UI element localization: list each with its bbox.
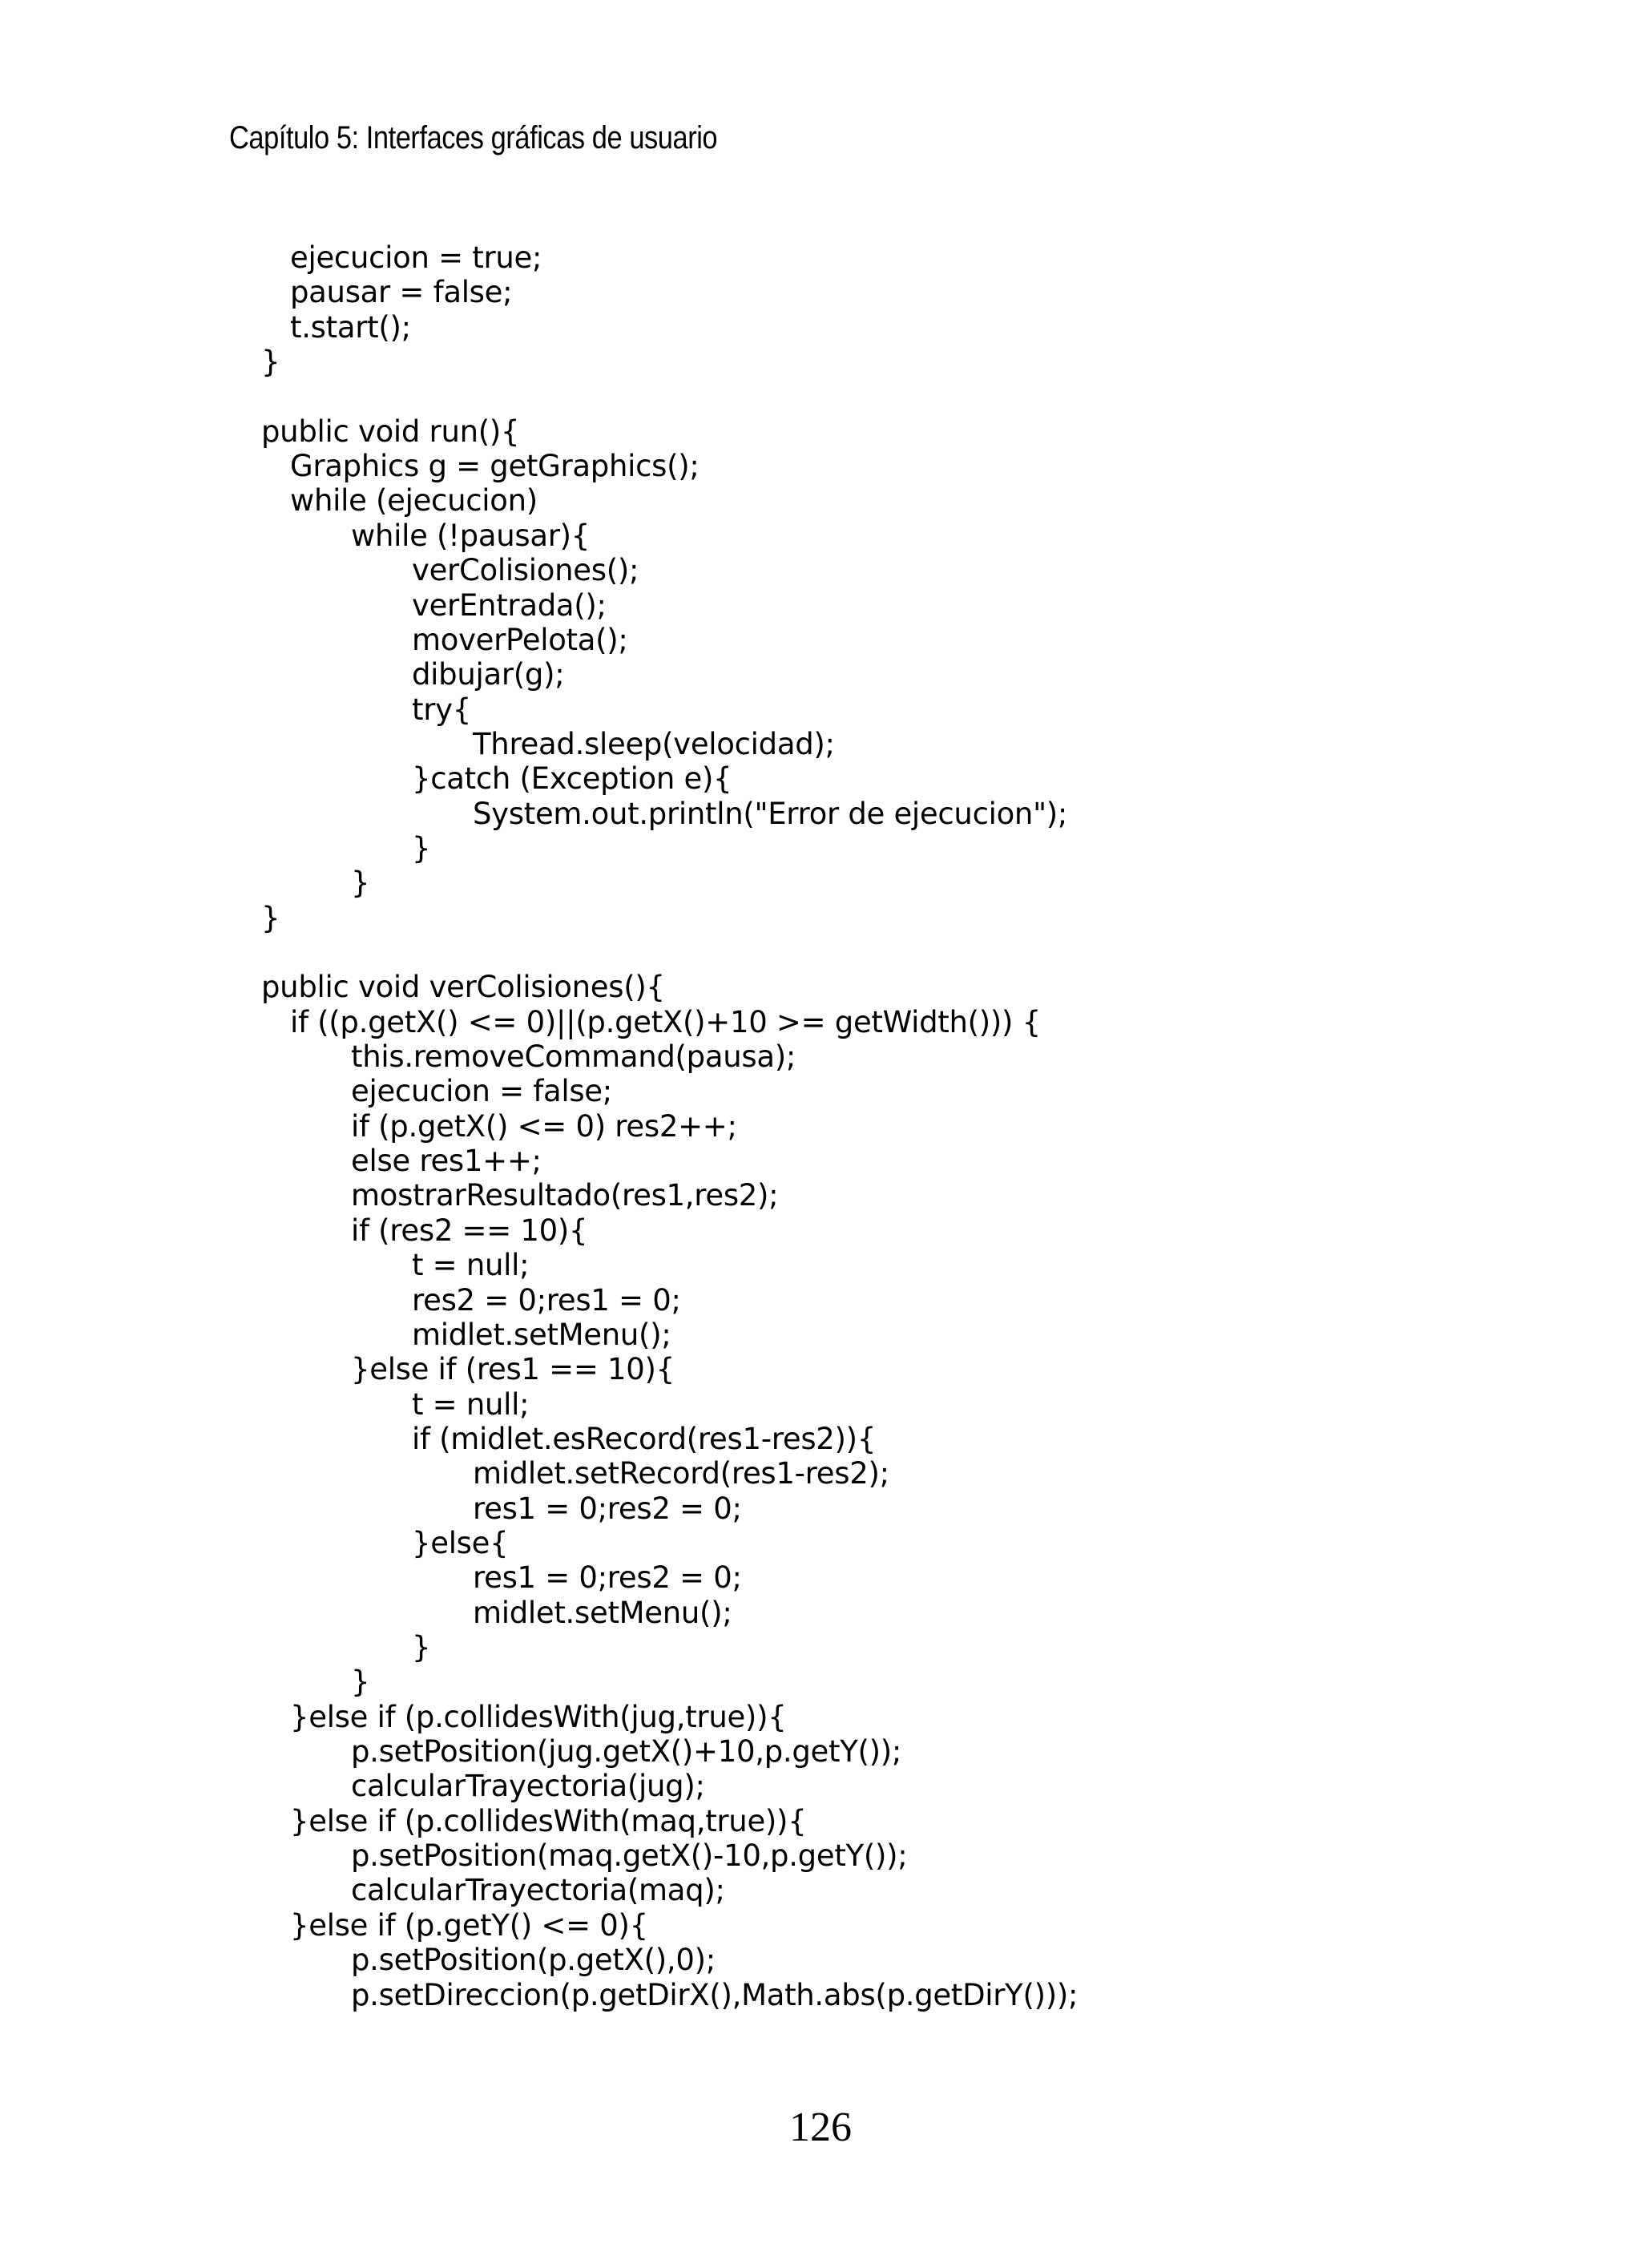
code-line: Graphics g = getGraphics(); [290, 449, 700, 484]
code-line: public void run(){ [261, 414, 520, 449]
code-line: System.out.println("Error de ejecucion"); [473, 796, 1068, 831]
code-line: p.setPosition(p.getX(),0); [351, 1943, 716, 1978]
code-line: mostrarResultado(res1,res2); [351, 1178, 779, 1213]
code-line: if (midlet.esRecord(res1-res2)){ [412, 1421, 877, 1456]
code-line: ejecucion = true; [290, 240, 542, 275]
code-line: ejecucion = false; [351, 1074, 612, 1109]
code-line: midlet.setRecord(res1-res2); [473, 1456, 889, 1491]
code-line: dibujar(g); [412, 657, 565, 692]
code-line: midlet.setMenu(); [412, 1317, 671, 1352]
code-line: p.setDireccion(p.getDirX(),Math.abs(p.getDirY())); [351, 1977, 1079, 2012]
code-line: } [351, 866, 370, 901]
code-line: midlet.setMenu(); [473, 1595, 732, 1630]
page-number: 126 [789, 2105, 852, 2150]
code-line: if ((p.getX() <= 0)||(p.getX()+10 >= getWidth())) { [290, 1004, 1041, 1039]
code-line: }else if (p.collidesWith(maq,true)){ [290, 1803, 807, 1838]
code-line: verColisiones(); [412, 553, 639, 588]
code-line: t = null; [412, 1248, 530, 1283]
code-line: if (res2 == 10){ [351, 1213, 588, 1248]
code-line: t.start(); [290, 309, 411, 345]
code-line: res1 = 0;res2 = 0; [473, 1560, 742, 1596]
code-line: p.setPosition(jug.getX()+10,p.getY()); [351, 1734, 902, 1770]
code-line: } [261, 900, 280, 935]
code-line: verEntrada(); [412, 587, 607, 623]
code-line: }else if (res1 == 10){ [351, 1352, 675, 1387]
code-line: try{ [412, 692, 471, 727]
code-line: pausar = false; [290, 275, 513, 310]
code-line: }else if (p.collidesWith(jug,true)){ [290, 1699, 787, 1734]
code-line: } [261, 345, 280, 380]
code-line: public void verColisiones(){ [261, 970, 665, 1005]
code-line: else res1++; [351, 1144, 542, 1179]
code-line: Thread.sleep(velocidad); [473, 726, 835, 761]
code-line: } [412, 830, 431, 866]
code-line: } [351, 1665, 370, 1700]
code-line: t = null; [412, 1386, 530, 1422]
code-line: if (p.getX() <= 0) res2++; [351, 1108, 737, 1144]
code-line: this.removeCommand(pausa); [351, 1039, 796, 1075]
code-line: }else if (p.getY() <= 0){ [290, 1907, 648, 1943]
code-line: }else{ [412, 1525, 509, 1560]
code-line: while (ejecucion) [290, 483, 538, 519]
code-line: p.setPosition(maq.getX()-10,p.getY()); [351, 1838, 908, 1874]
code-line: res2 = 0;res1 = 0; [412, 1282, 681, 1318]
code-line: moverPelota(); [412, 622, 628, 657]
code-line: calcularTrayectoria(maq); [351, 1873, 725, 1908]
code-line: } [412, 1630, 431, 1665]
code-line: while (!pausar){ [351, 518, 591, 553]
code-line: }catch (Exception e){ [412, 761, 732, 797]
code-line: calcularTrayectoria(jug); [351, 1769, 705, 1804]
running-header: Capítulo 5: Interfaces gráficas de usuario [229, 120, 718, 155]
code-line: res1 = 0;res2 = 0; [473, 1491, 742, 1526]
